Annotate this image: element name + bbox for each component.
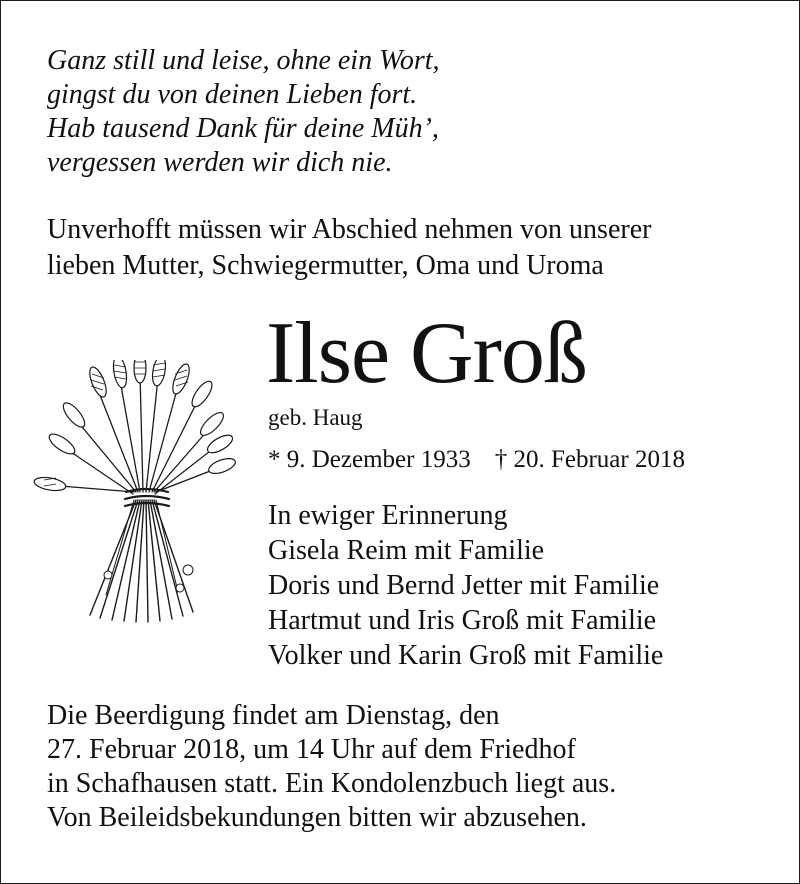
mourners-line: Doris und Bernd Jetter mit Familie: [268, 570, 660, 601]
poem-line: Hab tausend Dank für deine Müh’,: [47, 113, 439, 144]
announcement-intro: [47, 212, 651, 284]
mourners-line: Volker und Karin Groß mit Familie: [268, 640, 664, 671]
poem-line: Ganz still und leise, ohne ein Wort,: [47, 45, 440, 76]
deceased-name: Ilse Groß: [266, 305, 587, 402]
intro-line: lieben Mutter, Schwiegermutter, Oma und Uroma: [47, 250, 604, 281]
funeral-line: Die Beerdigung findet am Dienstag, den: [47, 700, 500, 731]
wheat-sheaf-icon: [28, 360, 238, 625]
mourners-list: [268, 498, 663, 673]
poem: [47, 44, 440, 180]
funeral-line: 27. Februar 2018, um 14 Uhr auf dem Friedhof: [47, 734, 576, 765]
mourners-line: In ewiger Erinnerung: [268, 500, 508, 531]
poem-line: gingst du von deinen Lieben fort.: [47, 79, 418, 110]
mourners-line: Hartmut und Iris Groß mit Familie: [268, 605, 657, 636]
death-date: † 20. Februar 2018: [494, 446, 685, 473]
birth-name: geb. Haug: [268, 405, 363, 430]
funeral-line: Von Beileidsbekundungen bitten wir abzusehen.: [47, 802, 587, 833]
poem-line: vergessen werden wir dich nie.: [47, 147, 393, 178]
funeral-info: [47, 699, 616, 835]
intro-line: Unverhofft müssen wir Abschied nehmen von unserer: [47, 214, 652, 245]
life-dates: [268, 444, 685, 476]
mourners-line: Gisela Reim mit Familie: [268, 535, 545, 566]
funeral-line: in Schafhausen statt. Ein Kondolenzbuch liegt aus.: [47, 768, 617, 799]
birth-date: * 9. Dezember 1933: [268, 446, 471, 473]
